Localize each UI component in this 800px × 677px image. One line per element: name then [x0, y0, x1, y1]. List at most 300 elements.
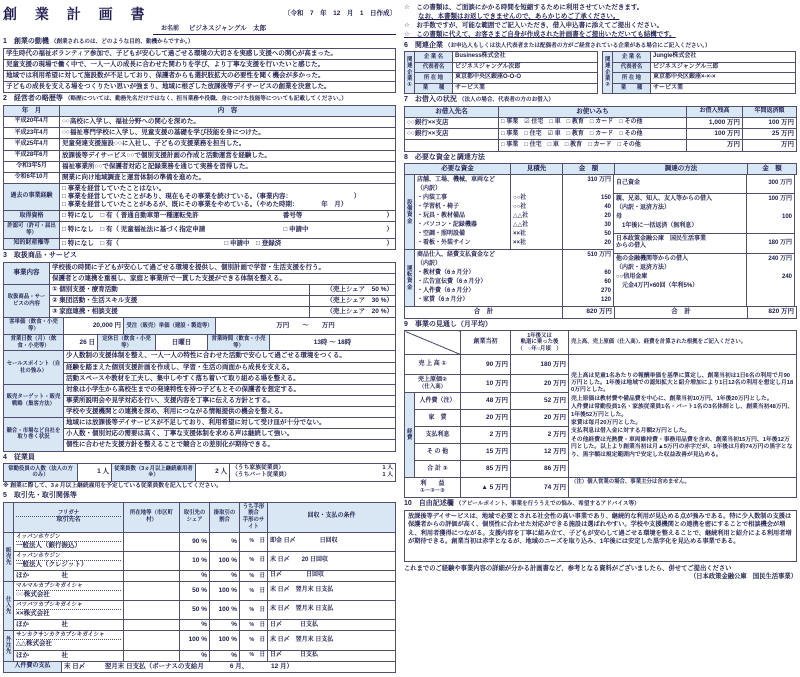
motivation-line: 子どもの成長を支える場をつくりたい思いが強まり、地域に根ざした放課後等デイサービスの創業を決意した。	[4, 82, 396, 93]
past-option: □ 事業を経営していたことはない。	[62, 184, 166, 192]
family-employee-value: 1 人	[382, 465, 393, 472]
qualification-value	[60, 211, 396, 222]
expense-label: 支払利息	[415, 427, 461, 444]
work-item: ・家賃（6ヵ月分）	[417, 297, 469, 304]
partner-tegata: % 日	[240, 650, 268, 661]
career-date: 令和6年10月	[4, 172, 60, 183]
equipment-funds-side: 設備資金	[405, 175, 415, 250]
section-10-heading	[404, 500, 797, 509]
section-6-heading	[404, 42, 797, 51]
other-loan-amounts: 240 万円 240	[747, 254, 795, 307]
loans-header-name: お借入先名	[405, 107, 499, 118]
expenses-side-label: 経費	[405, 393, 415, 478]
payroll-row	[3, 661, 396, 673]
section-8-title: 8 必要な資金と調達方法	[404, 153, 485, 161]
funds-total-row	[404, 306, 797, 318]
name-label: お名前	[161, 25, 180, 32]
cogs-initial: 10 万円	[461, 375, 511, 393]
partner-terms: 末 日〆 翌月末 日支払	[268, 631, 396, 650]
partner-name: 一般法人（クレジット）	[16, 560, 88, 568]
equip-item: （内訳）	[417, 186, 442, 193]
ip-label: 知的財産権等	[4, 238, 60, 249]
career-col-date: 年 月	[4, 106, 60, 117]
qualification-text: □ 特になし □ 有（ 普通自動車第一種運転免許	[62, 212, 199, 220]
company-name-value: Jungle株式会社	[651, 52, 796, 63]
partner-kana: サンカクサンカクカブシキガイシャ	[16, 632, 121, 640]
loan-balance: 万円	[687, 140, 743, 151]
family-employee-label: （うち家族従業員）	[232, 465, 285, 472]
equipment-items	[415, 175, 511, 250]
rep-name-label: 代表者名	[415, 62, 453, 73]
industry-label: 業 種	[415, 83, 453, 94]
ip-close: ）	[386, 239, 393, 247]
loans-header-repay: 年間返済額	[743, 107, 797, 118]
partner-share: 50 %	[180, 601, 210, 620]
qualification-label: 取得資格	[4, 211, 60, 222]
ip-text: □ 特になし □ 有（	[62, 239, 119, 247]
partner-name: 一般法人（銀行振込）	[16, 541, 81, 549]
partner-share: 100 %	[180, 631, 210, 650]
product-share: （売上シェア 20 %）	[310, 307, 396, 318]
partner-share: 10 %	[180, 551, 210, 570]
partner-terms: 日〆 日支払	[268, 650, 396, 661]
funds-header-need: 必要な資金	[405, 164, 511, 175]
self-funding-amount: 300 万円	[747, 175, 795, 193]
partner-kana: マルマルカブシキガイシャ	[16, 583, 121, 591]
license-value	[60, 222, 396, 239]
loan-lender	[405, 140, 499, 151]
qualification-number-label: 番号等	[282, 212, 303, 220]
created-date: 〔令和 7 年 12 月 1 日作成〕	[284, 10, 396, 17]
career-text: ○○高校に入学し、福祉分野への関心を深めた。	[60, 117, 396, 128]
expense-initial: 20 万円	[461, 410, 511, 427]
qualification-close: ）	[386, 212, 393, 220]
closed-day-value: 日曜日	[156, 334, 208, 351]
partner-share: %	[180, 650, 210, 661]
expense-after: 86 万円	[511, 461, 569, 478]
loan-balance: 100 万円	[687, 129, 743, 140]
partner-terms: 末 日〆 翌月末 日支払	[268, 582, 396, 601]
rep-name-value: ビジネスジャングル次郎	[453, 62, 598, 73]
section-9-heading	[404, 321, 797, 330]
expense-initial: 48 万円	[461, 393, 511, 410]
competition-line: 個性に合わせた支援方針を整えることで競合との差別化が期待できる。	[64, 440, 396, 451]
section-9-title: 9 事業の見通し（月平均）	[404, 320, 492, 328]
career-date: 令和3年5月	[4, 161, 60, 172]
career-text: 放課後等デイサービス○○で個別支援計画の作成と活動運営を経験した。	[60, 150, 396, 161]
partners-header-share: 取引先のシェア	[180, 502, 210, 532]
loan-balance: 1,000 万円	[687, 118, 743, 129]
funds-total-need: 820 万円	[563, 307, 615, 318]
hours-value: 13時 ～ 18時	[270, 334, 396, 351]
other-loan-lines: 他の金融機関等からの借入 （内訳・返済方法） ○○信用金庫 元金4万円×60回（年利5%）	[614, 254, 747, 307]
product-item: ② 集団活動・生活スキル支援	[50, 296, 310, 307]
outlook-col-initial: 創業当初	[461, 331, 511, 355]
past-business-options	[60, 183, 396, 210]
funds-body	[404, 175, 797, 307]
partners-header-credit: 掛取引の割合	[210, 502, 240, 532]
expense-after: 52 万円	[511, 393, 569, 410]
work-item: ・広告宣伝費（6ヵ月分）	[417, 279, 487, 286]
related-companies	[404, 51, 797, 94]
equip-item: ・学習机・椅子	[417, 204, 460, 211]
outlook-table	[404, 330, 797, 498]
free-description-box: 放課後等デイサービスは、地域で必要とされる社会性の高い事業であり、継続的な利用が見込める点が強みである。特に少人数制の支援は保護者からの評価が高く、個別性に合わせた対応ができる施設は選ばれやすい。学校や支援機関との連携を密にすることで相談機会が増え、利用者獲得につながる。支援内容を丁寧に組み立て、子どもが安心して過ごせる環境を整えることで、継続利用と紹介による利用者増が期待できる。創業当初は赤字となるが、地域のニーズを取り込み、1年後には安定した黒字化を見込める事業である。	[404, 510, 797, 562]
jfc-loan-amount: 180 万円	[747, 233, 795, 253]
partner-kana: バツバツカブシキガイシャ	[16, 602, 121, 610]
sales-initial: 90 万円	[461, 355, 511, 375]
payroll-value: 末 日〆 翌月末 日支払（ボーナスの支給月 6 月、 12 月）	[62, 661, 396, 672]
section-2-heading	[3, 95, 396, 104]
partner-name: △△株式会社	[16, 640, 52, 648]
header-tegata-1: うち手形割合	[242, 503, 265, 517]
header-tegata-2: 手形のサイト	[242, 517, 265, 530]
loan-use-options: □ 事業 □ 住宅 ☑ 車 □ 教育 □ カード □ その他	[499, 129, 687, 140]
sales-point-table	[3, 350, 396, 384]
partner-kana: イッパンホウジン	[16, 553, 121, 561]
family-loan-lines: 親、兄弟、知人、友人等からの借入 （内訳・返済方法） 母 1年後に一括返済（無利息）	[614, 193, 747, 233]
expense-label: 人件費（注）	[415, 393, 461, 410]
company-name-label: 企 業 名	[415, 52, 453, 63]
business-days-row	[3, 334, 396, 352]
products-label: 取扱商品・サービスの内容	[4, 285, 50, 318]
career-date: 平成20年4月	[4, 117, 60, 128]
partner-terms: 日〆 日支払	[268, 620, 396, 631]
partner-credit: %	[210, 570, 240, 581]
profit-after: 74 万円	[511, 478, 569, 498]
business-days-label: 営業日数（月）（飲食・小売等）	[4, 334, 64, 351]
expense-after: 2 万円	[511, 427, 569, 444]
section-1-title: 1 創業の動機	[3, 38, 49, 45]
section-6-title: 6 関連企業	[404, 41, 443, 49]
section-7-note: （法人の場合、代表者の方のお借入）	[458, 97, 554, 104]
career-text: 児童発達支援施設○○に入社し、子どもの支援業務を担当した。	[60, 139, 396, 150]
industry-label: 業 種	[613, 83, 651, 94]
section-7-title: 7 お借入の状況	[404, 96, 457, 104]
partner-terms: 日〆 日回収	[268, 570, 396, 581]
ip-value	[60, 238, 396, 249]
hours-label: 営業時間（飲食・小売等）	[208, 334, 270, 351]
license-pending-checkbox: □ 申請中	[283, 226, 309, 234]
partner-tegata: % 日	[240, 570, 268, 581]
note-line: ☆ お手数ですが、可能な範囲でご記入いただき、借入申込書に添えてご提出ください。	[404, 22, 664, 30]
partner-name: ○○株式会社	[16, 591, 50, 599]
product-item: ① 個別支援・療育活動	[50, 285, 310, 296]
page-2	[404, 4, 797, 673]
target-strategy-table	[3, 384, 396, 418]
related-company-1-side: 関連企業①	[405, 52, 415, 94]
expense-initial: 2 万円	[461, 427, 511, 444]
license-label: 許認可（許可・届出等）	[4, 222, 60, 239]
sales-after: 180 万円	[511, 355, 569, 375]
partner-credit: 100 %	[210, 631, 240, 650]
partner-credit: %	[210, 532, 240, 551]
partner-credit: 100 %	[210, 551, 240, 570]
funds-total-label-left: 合 計	[405, 307, 563, 318]
company-name-label: 企 業 名	[613, 52, 651, 63]
partner-tegata: % 日	[240, 532, 268, 551]
competition-label: 競合・市場など自社を取り巻く状況	[4, 418, 64, 451]
business-content-table	[3, 262, 396, 285]
partners-header-location: 所在地等（市区町村）	[124, 502, 180, 532]
footer-request: これまでのご経験や事業内容の詳細が分かる計画書など、参考となる資料がございましたら、併せてご提出ください	[404, 565, 732, 572]
unit-price-label: 客単価（飲食・小売等）	[4, 318, 64, 335]
address-value: 東京都中央区銀座O-O-O	[453, 73, 598, 84]
partner-name: ほか 社	[16, 651, 68, 659]
career-text: 福祉事業所○○で保護者対応と記録業務を通じて実務を習得した。	[60, 161, 396, 172]
motivation-line: 学生時代の福祉ボランティア参加で、子どもが安心して過ごせる環境の大切さを実感し支援への関心が高まった。	[4, 48, 396, 59]
partners-header-tegata	[240, 502, 268, 532]
note-line: ☆ この書類は、ご面談にかかる時間を短縮するために利用させていただきます。	[404, 4, 644, 11]
order-price-label: 受注（販売）単価（建設・製造等）	[124, 318, 216, 335]
section-2-note: （略歴については、勤務先名だけではなく、担当業務や役職、身につけた技能等についても記載してください。）	[64, 96, 347, 103]
competition-line: 地域には放課後等デイサービスが不足しており、利用希望に対して受け皿が十分でない。	[64, 418, 396, 429]
competition-table	[3, 417, 396, 451]
address-label: 所 在 地	[415, 73, 453, 84]
equip-item: ・内装工事	[417, 195, 448, 202]
funds-header-estimator: 見積先	[511, 164, 563, 175]
sales-row-label: 売 上 高 ①	[405, 355, 461, 375]
product-item: ③ 家庭連携・相談支援	[50, 307, 310, 318]
funds-total-label-right: 合 計	[615, 307, 748, 318]
loan-use-options: □ 事業 ☑ 住宅 □ 車 □ 教育 □ カード □ その他	[499, 118, 687, 129]
products-table	[3, 284, 396, 318]
product-share: （売上シェア 30 %）	[310, 296, 396, 307]
business-days-value: 26 日	[64, 334, 98, 351]
related-company-2	[602, 51, 796, 94]
work-item: 商品仕入、経費支払資金など	[417, 252, 496, 259]
funding-methods-table	[613, 174, 795, 307]
profit-row-label: 利 益 ①－②－③	[405, 478, 461, 498]
section-6-note: （お申込人もしくは法人代表者または配偶者の方がご経営されている企業がある場合にご記入ください。）	[444, 42, 711, 49]
industry-value: サービス業	[453, 83, 598, 94]
equip-item: ・玩具・教材備品	[417, 213, 466, 220]
loan-lender: ○○銀行××支店	[405, 118, 499, 129]
partner-kana: イッパンホウジン	[16, 534, 121, 542]
group-label-customers: 販売先	[4, 532, 14, 581]
equipment-estimators: ○○社 ○○社 △△社 △△社 ××社 ××社	[511, 175, 563, 250]
industry-value: サービス業	[651, 83, 796, 94]
title-bar	[3, 6, 396, 24]
self-funding-label: 自己資金	[614, 175, 747, 193]
partner-share: %	[180, 620, 210, 631]
part-employee-value: 1 人	[382, 472, 393, 479]
equip-item: 店舗、工場、機械、車両など	[417, 177, 496, 184]
work-item: ・教材費（6ヵ月分）	[417, 270, 475, 277]
partners-header-name	[14, 502, 124, 532]
section-3-title: 3 取扱商品・サービス	[3, 252, 77, 259]
loan-repay: 万円	[743, 140, 797, 151]
partner-terms: 即金 日〆 日回収	[268, 532, 396, 551]
outlook-basis-header: 売上高、売上原価（仕入高）、経費を計算された根拠をご記入ください。	[569, 331, 797, 355]
funds-header-method: 調達の方法	[615, 164, 748, 175]
employee-count-label: 従業員数（3ヵ月以上継続雇用者※）	[112, 464, 196, 481]
employees-table	[3, 463, 396, 481]
partner-tegata: % 日	[240, 620, 268, 631]
partner-tegata: % 日	[240, 551, 268, 570]
partner-name: ××株式会社	[16, 610, 50, 618]
partner-terms: 末 日〆 20 日回収	[268, 551, 396, 570]
doc-title: 創 業 計 画 書	[3, 6, 152, 22]
section-1-heading	[3, 38, 396, 47]
cogs-row-label: 売上原価② （仕入高）	[405, 375, 461, 393]
motivation-line: 児童支援の現場で働く中で、一人一人の成長に合わせた関わりを学び、より丁寧な支援を行いたいと感じた。	[4, 59, 396, 70]
partner-name: ほか 社	[16, 571, 68, 579]
address-label: 所 在 地	[613, 73, 651, 84]
license-close: ）	[386, 226, 393, 234]
expense-label: 家 賃	[415, 410, 461, 427]
section-1-note: （創業されるのは、どのような目的、動機からですか。）	[50, 39, 194, 45]
partner-tegata: % 日	[240, 601, 268, 620]
related-company-1	[404, 51, 598, 94]
exec-count-label: 常勤役員の人数（法人の方のみ）	[4, 464, 78, 481]
equip-item: ・空調・照明設備	[417, 231, 466, 238]
working-amounts: 510 万円 60 60 270 120	[563, 250, 614, 307]
note-line: ☆ この書類に代えて、お客さまご自身が作成された計画書をご提出いただいても結構です。	[404, 31, 676, 39]
expense-label: 合 計 ③	[415, 461, 461, 478]
rep-name-label: 代表者名	[613, 62, 651, 73]
loan-lender: ○○銀行××支店	[405, 129, 499, 140]
group-label-subcontractors: 外注先	[4, 631, 14, 661]
outlook-basis-text: 売上高は児童1名あたりの報酬単価を基準に算定し、創業当初は1日6名の利用で月90万円とした。1年後は地域での認知拡大と紹介増加により1日12名の利用を想定し月180万円とした。 売上原価は教材費や備品費を中心に、創業当初10万円、1年後20万円とした。 人件費は常勤役員1名・家族従業員1名・パート1名の3名体制とし、創業当初48万円、1年後52万円とした。 家賃は毎月20万円とした。 支払利息は借入金に対する月額2万円とした。 その他経費は光熱費・車両維持費・事務用品費を含め、創業当初15万円、1年後12万円とした。以上より創業当初は月▲5万円の赤字だが、1年後は月約74万円の黒字となり、黒字額は規定範囲内で安定した収益改善が見込める。	[569, 355, 797, 478]
section-8-heading	[404, 154, 797, 163]
footer-issuer: （日本政策金融公庫 国民生活事業）	[689, 572, 797, 580]
license-text: □ 特になし □ 有（ 児童福祉法に基づく指定申請	[62, 226, 206, 234]
work-item: （内訳）	[417, 261, 442, 268]
employee-breakdown	[230, 464, 396, 481]
cogs-after: 20 万円	[511, 375, 569, 393]
section-2-title: 2 経営者の略歴等	[3, 95, 63, 103]
loan-repay: 100 万円	[743, 118, 797, 129]
target-strategy-line: 学校や支援機関との連携を深め、利用につながる情報提供の機会を整える。	[64, 407, 396, 418]
unit-price-value: 20,000 円	[64, 318, 124, 335]
expense-label: そ の 他	[415, 444, 461, 461]
partner-terms: 末 日〆 翌月末 日支払	[268, 601, 396, 620]
section-5-heading	[3, 492, 396, 501]
work-item: ・人件費（6ヵ月分）	[417, 288, 475, 295]
company-name-value: Business株式会社	[453, 52, 598, 63]
required-funds-table	[404, 174, 614, 307]
partners-table	[3, 502, 396, 662]
expense-after: 20 万円	[511, 410, 569, 427]
group-label-suppliers: 仕入先	[4, 582, 14, 631]
career-date: 平成28年6月	[4, 150, 60, 161]
section-4-title: 4 従業員	[3, 453, 35, 461]
working-funds-side: 運転資金	[405, 250, 415, 307]
funds-header-amount: 金 額	[563, 164, 615, 175]
applicant-name-line	[153, 25, 396, 36]
career-date: 平成25年4月	[4, 139, 60, 150]
loans-header-use: お使いみち	[499, 107, 687, 118]
equip-item: ・パソコン・記録機器	[417, 222, 477, 229]
loans-table	[404, 106, 797, 152]
loan-use-options: □ 事業 □ 住宅 □ 車 □ 教育 □ カード □ その他	[499, 140, 687, 151]
header-notes	[404, 4, 797, 40]
outlook-col-after: 1年後又は 軌道に乗った後 （ ○年○月頃 ）	[511, 331, 569, 355]
header-name: 取引先名	[16, 516, 121, 525]
exec-count-value: 1 人	[78, 464, 112, 481]
career-date: 平成23年4月	[4, 128, 60, 139]
equipment-amounts: 310 万円 150 40 20 30 50 20	[563, 175, 614, 250]
past-option: □ 事業を経営していたことがあり、現在もその事業を続けている。（事業内容： ）	[62, 193, 361, 200]
employee-count-value: 2 人	[196, 464, 230, 481]
employees-note: ※ 創業に際して、3ヵ月以上継続雇用を予定している従業員数を記入してください。	[3, 482, 223, 489]
unit-price-row	[3, 317, 396, 335]
note-line: なお、本書類はお返しできませんので、あらかじめご了承ください。	[418, 13, 620, 21]
motivation-line: 地域では利用希望に対して施設数が不足しており、保護者からも選択肢拡大の必要性を聞く機会が多かった。	[4, 71, 396, 82]
expense-initial: 85 万円	[461, 461, 511, 478]
career-text: 開業に向け地域調査と運営体制の準備を進めた。	[60, 172, 396, 183]
career-text: ○○福祉専門学校に入学し、児童支援の基礎を学び技能を身につけた。	[60, 128, 396, 139]
order-price-value: 万円 ～ 万円	[216, 318, 396, 335]
equip-item: ・看板・外装サイン	[417, 240, 471, 247]
section-4-heading	[3, 454, 396, 463]
page-1	[3, 4, 396, 673]
business-content-label: 事業内容	[4, 262, 50, 284]
past-option: □ 事業を経営していたことがあるが、既にその事業をやめている。（やめた時期： 年 月）	[62, 201, 348, 209]
profit-initial: ▲ 5 万円	[461, 478, 511, 498]
sales-point-label: セールスポイント（自社の強み）	[4, 351, 64, 384]
family-loan-amounts: 100 万円 100	[747, 193, 795, 233]
section-3-heading	[3, 252, 396, 261]
loans-header-balance: お借入残高	[687, 107, 743, 118]
related-company-2-side: 関連企業②	[603, 52, 613, 94]
part-employee-label: （うちパート従業員）	[232, 472, 290, 479]
partner-credit: 100 %	[210, 582, 240, 601]
target-strategy-label: 販売ターゲット・販売戦略（集客方法）	[4, 384, 64, 417]
partner-share: %	[180, 570, 210, 581]
sales-point-line: 経験を踏まえた個別支援計画を作成し、学習・生活の両面から成長を支える。	[64, 362, 396, 373]
sales-point-line: 少人数制の支援体制を整え、一人一人の特性に合わせた活動で安心して過ごせる環境をつくる。	[64, 351, 396, 362]
expense-initial: 15 万円	[461, 444, 511, 461]
partner-share: 50 %	[180, 582, 210, 601]
outlook-note: （注）個人営業の場合、事業主分は含めません。	[569, 478, 797, 498]
partner-credit: %	[210, 650, 240, 661]
name-value: ビジネスジャングル 太郎	[188, 24, 267, 32]
partner-tegata: % 日	[240, 631, 268, 650]
partner-name: ほか 社	[16, 621, 68, 629]
outlook-diagonal-cell	[405, 331, 461, 355]
header-kana: フリガナ	[57, 509, 80, 516]
section-10-title: 10 自由記述欄	[404, 500, 454, 508]
partners-header-terms: 回収・支払の条件	[268, 502, 396, 532]
product-share: （売上シェア 50 %）	[310, 285, 396, 296]
section-10-note: （アピールポイント、事業を行ううえでの悩み、希望するアドバイス等）	[455, 501, 640, 508]
career-col-detail: 内 容	[60, 106, 396, 117]
closed-day-label: 定休日（飲食・小売等）	[98, 334, 156, 351]
address-value: 東京都中央区銀座×-×-×	[651, 73, 796, 84]
career-table	[3, 105, 396, 250]
past-business-label: 過去の事業経験	[4, 183, 60, 210]
sales-point-line: 活動スペースや教材を工夫し、集中しやすく落ち着いて取り組める場を整える。	[64, 373, 396, 384]
jfc-loan-label: 日本政策金融公庫 国民生活事業 からの借入	[614, 233, 747, 253]
business-content-line: 学校後の時間に子どもが安心して過ごせる環境を提供し、個別計画で学習・生活支援を行う。	[50, 262, 396, 273]
partner-credit: %	[210, 620, 240, 631]
payroll-label: 人件費の支払	[4, 661, 62, 672]
motivation-table	[3, 48, 396, 94]
section-7-heading	[404, 96, 797, 105]
partner-credit: 100 %	[210, 601, 240, 620]
partner-tegata: % 日	[240, 582, 268, 601]
funds-header-amount2: 金 額	[748, 164, 797, 175]
target-strategy-line: 対象は小学生から高校生までの発達特性を持つ子どもとその保護者を想定する。	[64, 384, 396, 395]
section-5-title: 5 取引先・取引関係等	[3, 491, 77, 499]
loan-repay: 25 万円	[743, 129, 797, 140]
business-content-line: 保護者との連携を重視し、家庭と事業所で一貫した支援ができる体制を整える。	[50, 273, 396, 284]
ip-status-checkboxes: □ 申請中 □ 登録済	[224, 239, 282, 247]
partner-share: 90 %	[180, 532, 210, 551]
target-strategy-line: 事業所説明会や見学対応を行い、支援内容を丁寧に伝える方針とする。	[64, 395, 396, 406]
